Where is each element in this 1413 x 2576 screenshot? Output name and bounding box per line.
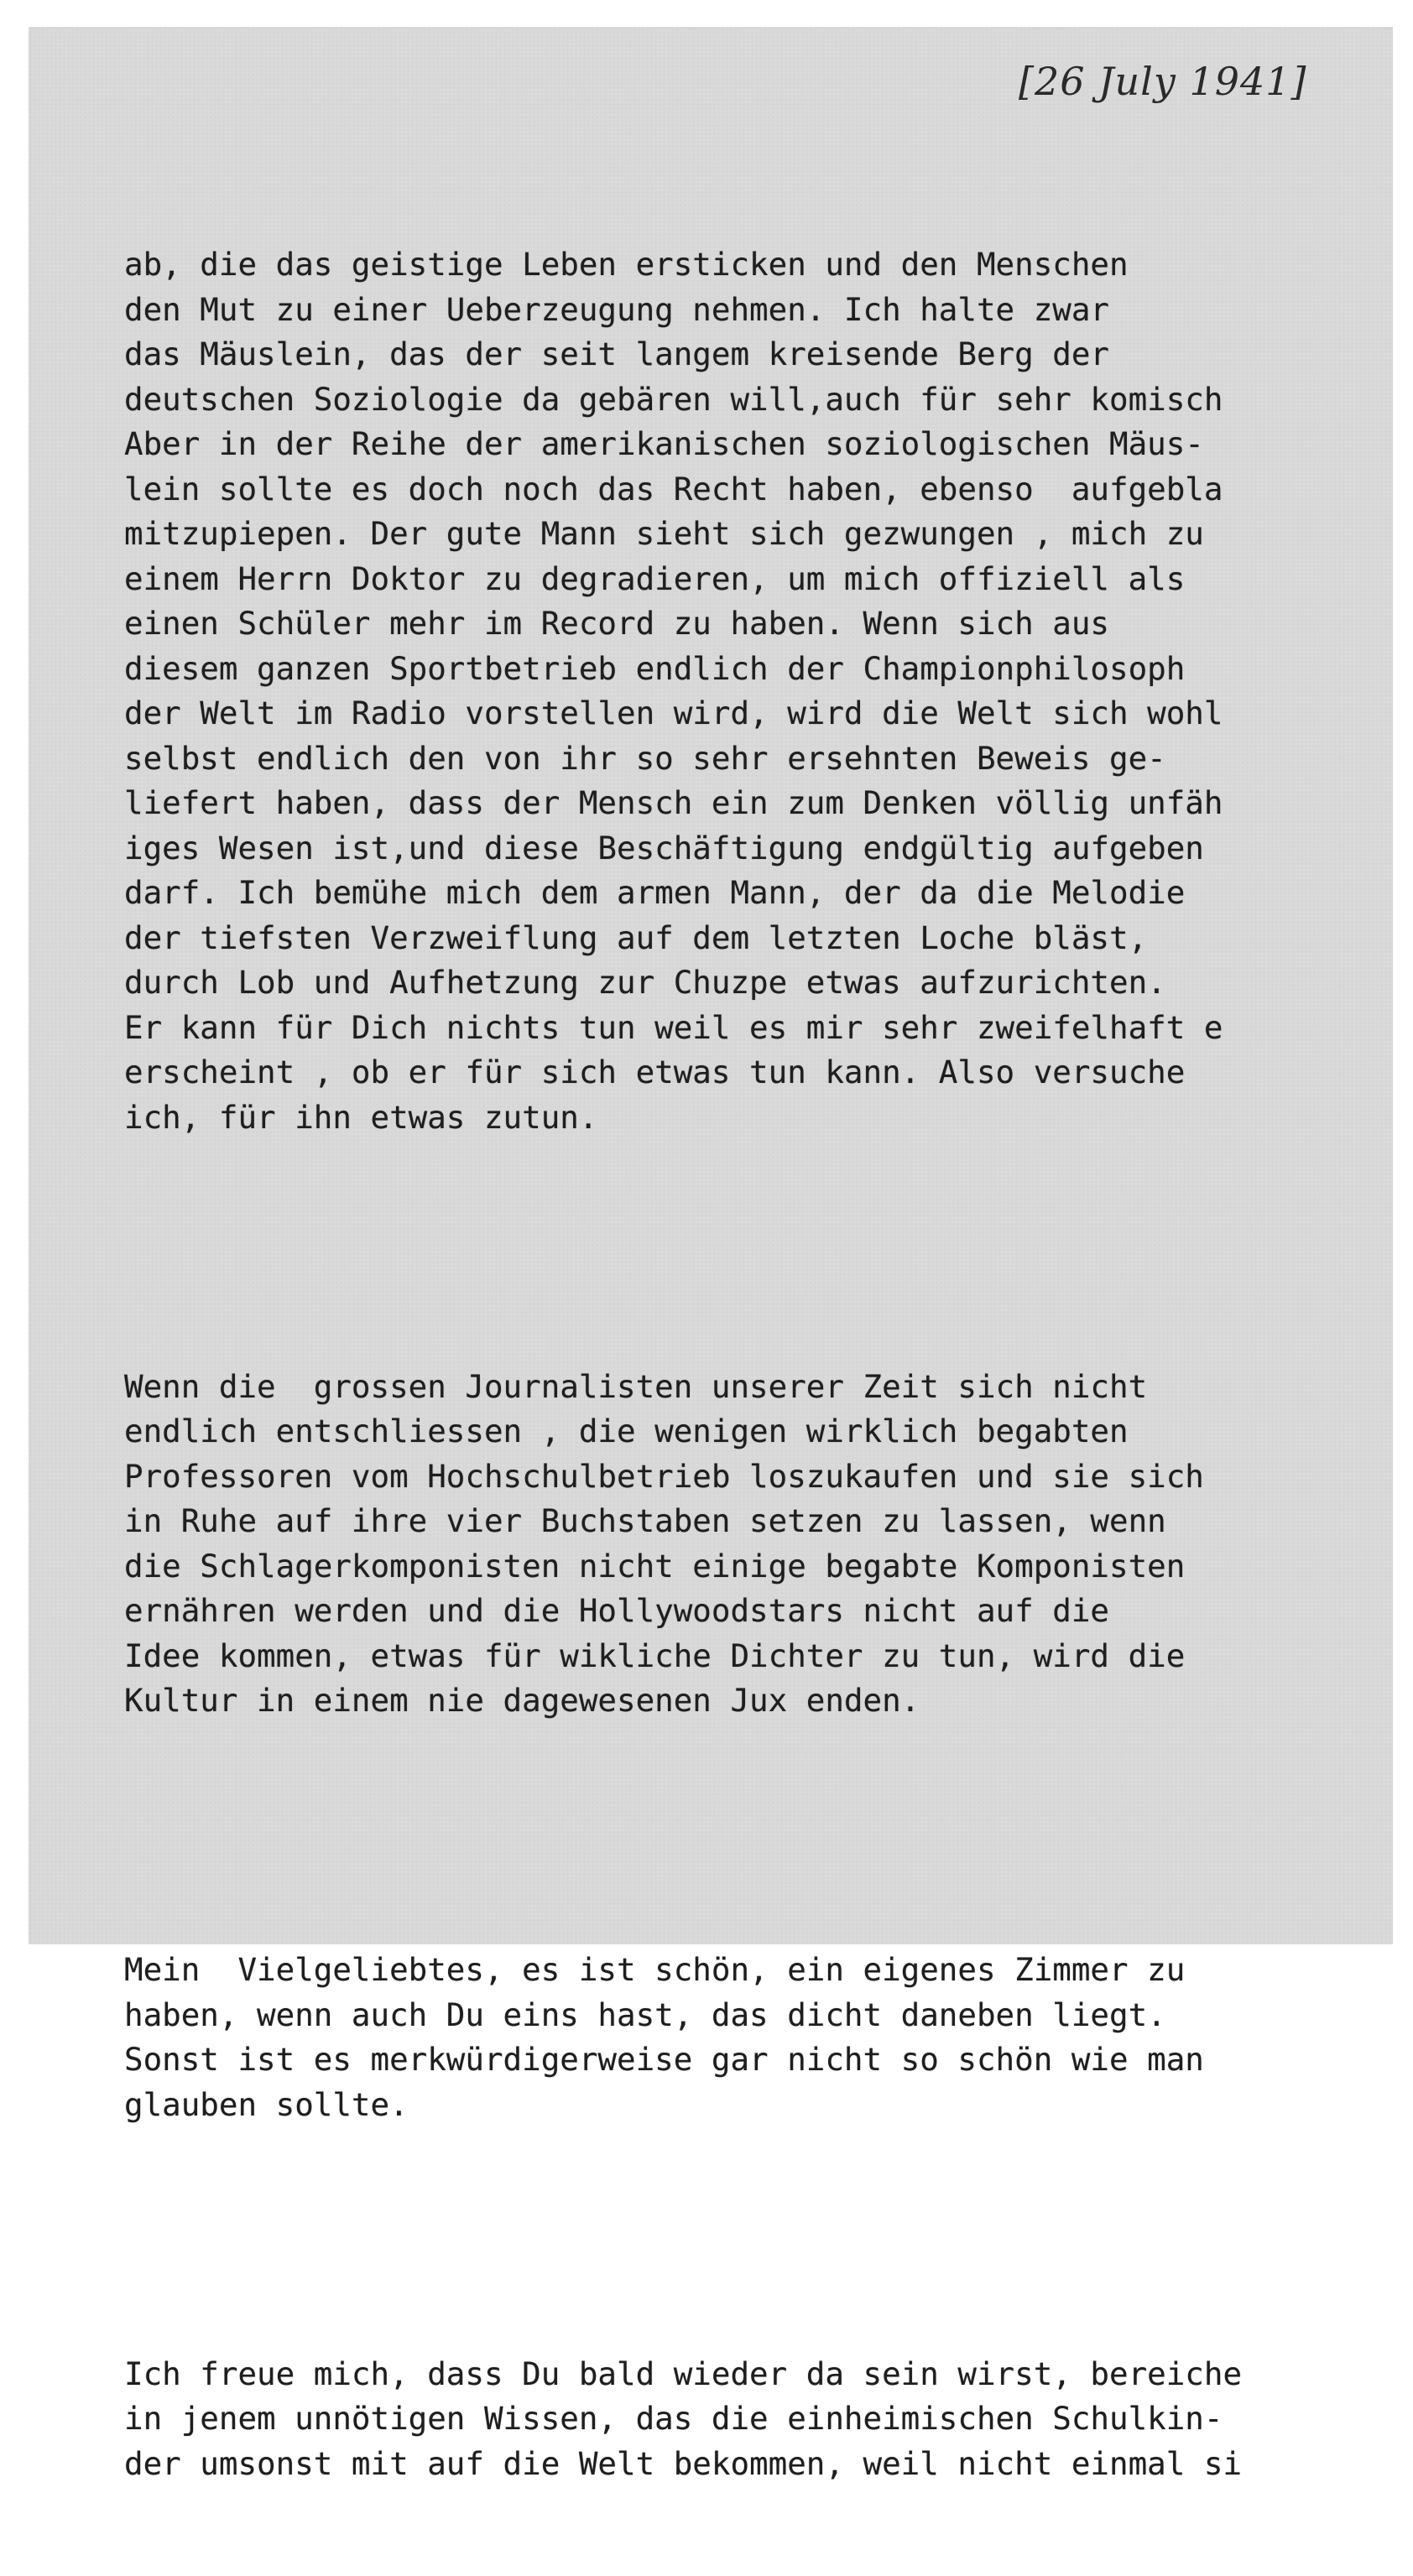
text-line: Er kann für Dich nichts tun weil es mir sehr zweifelhaft e [124, 1008, 1223, 1046]
paragraph-2 [124, 1365, 1374, 1724]
text-line: in Ruhe auf ihre vier Buchstaben setzen zu lassen, wenn [124, 1502, 1166, 1539]
text-line: einen Schüler mehr im Record zu haben. Wenn sich aus [124, 605, 1109, 642]
text-line: ernähren werden und die Hollywoodstars nicht auf die [124, 1592, 1109, 1629]
text-line: in jenem unnötigen Wissen, das die einheimischen Schulkin- [124, 2400, 1223, 2437]
text-line: der tiefsten Verzweiflung auf dem letzten Loche bläst, [124, 919, 1148, 956]
paragraph-4 [124, 2352, 1374, 2487]
text-line: selbst endlich den von ihr so sehr ersehnten Beweis ge- [124, 739, 1166, 777]
text-line: ich, für ihn etwas zutun. [124, 1098, 598, 1136]
text-line: diesem ganzen Sportbetrieb endlich der Championphilosoph [124, 649, 1186, 687]
text-line: der umsonst mit auf die Welt bekommen, weil nicht einmal si [124, 2444, 1243, 2482]
text-line: Aber in der Reihe der amerikanischen soziologischen Mäus- [124, 425, 1204, 462]
document-page [29, 27, 1393, 2482]
text-line: Idee kommen, etwas für wikliche Dichter zu tun, wird die [124, 1637, 1186, 1674]
text-line: endlich entschliessen , die wenigen wirklich begabten [124, 1413, 1129, 1449]
text-line: ab, die das geistige Leben ersticken und den Menschen [124, 246, 1129, 283]
paragraph-1 [124, 242, 1374, 1140]
text-line: Professoren vom Hochschulbetrieb loszukaufen und sie sich [124, 1457, 1204, 1495]
handwritten-date-note: [26 July 1941] [1019, 59, 1307, 104]
text-line: erscheint , ob er für sich etwas tun kann. Also versuche [124, 1054, 1186, 1090]
text-line: durch Lob und Aufhetzung zur Chuzpe etwas aufzurichten. [124, 964, 1166, 1001]
text-line: Mein Vielgeliebtes, es ist schön, ein eigenes Zimmer zu [124, 1951, 1186, 1988]
text-line: mitzupiepen. Der gute Mann sieht sich gezwungen , mich zu [124, 515, 1204, 552]
text-line: haben, wenn auch Du eins hast, das dicht daneben liegt. [124, 1996, 1166, 2033]
text-line: einem Herrn Doktor zu degradieren, um mich offiziell als [124, 559, 1186, 597]
text-line: den Mut zu einer Ueberzeugung nehmen. Ich halte zwar [124, 290, 1109, 328]
text-line: lein sollte es doch noch das Recht haben, ebenso aufgebla [124, 470, 1223, 507]
text-line: die Schlagerkomponisten nicht einige begabte Komponisten [124, 1547, 1186, 1585]
text-line: Ich freue mich, dass Du bald wieder da sein wirst, bereiche [124, 2355, 1243, 2392]
text-line: der Welt im Radio vorstellen wird, wird die Welt sich wohl [124, 695, 1223, 731]
text-line: Wenn die grossen Journalisten unserer Zeit sich nicht [124, 1367, 1148, 1405]
text-line: iges Wesen ist,und diese Beschäftigung endgültig aufgeben [124, 829, 1204, 866]
letter-body [124, 153, 1374, 2576]
paragraph-3 [124, 1948, 1374, 2127]
text-line: Kultur in einem nie dagewesenen Jux enden. [124, 1682, 920, 1719]
text-line: das Mäuslein, das der seit langem kreisende Berg der [124, 336, 1109, 372]
text-line: liefert haben, dass der Mensch ein zum Denken völlig unfäh [124, 784, 1223, 821]
text-line: glauben sollte. [124, 2085, 409, 2123]
text-line: darf. Ich bemühe mich dem armen Mann, der da die Melodie [124, 874, 1186, 911]
text-line: Sonst ist es merkwürdigerweise gar nicht so schön wie man [124, 2041, 1204, 2078]
text-line: deutschen Soziologie da gebären will,auch für sehr komisch [124, 380, 1223, 418]
